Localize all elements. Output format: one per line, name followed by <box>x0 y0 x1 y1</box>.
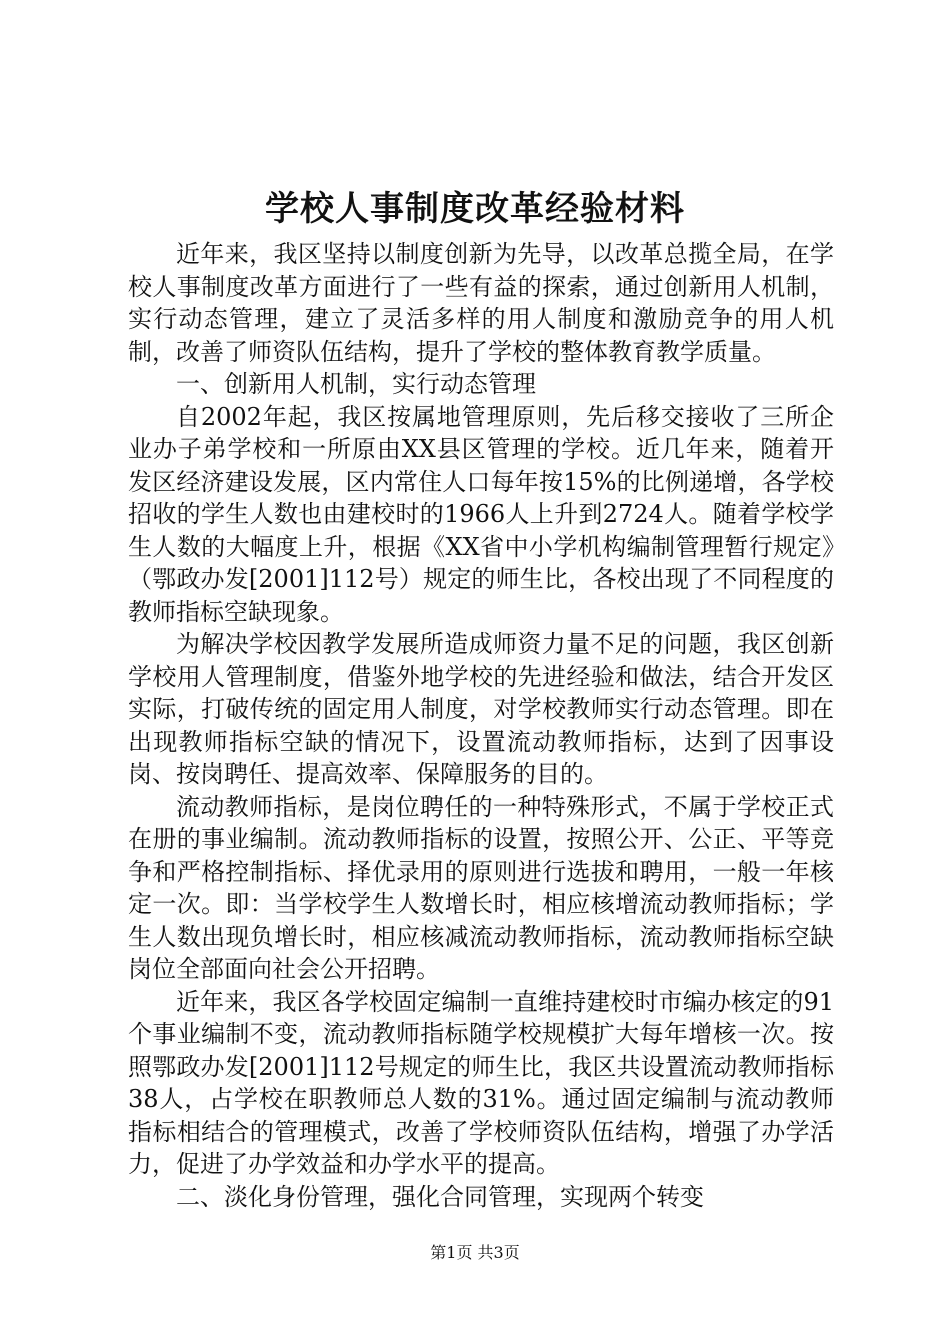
page-footer: 第1页 共3页 <box>430 1243 520 1262</box>
paragraph-results: 近年来，我区各学校固定编制一直维持建校时市编办核定的91个事业编制不变，流动教师指标随学校规模扩大每年增核一次。按照鄂政办发[2001]112号规定的师生比，我区共设置流动教师指标38人，占学校在职教师总人数的31%。通过固定编制与流动教师指标相结合的管理模式，改善了学校师资队伍结构，增强了办学活力，促进了办学效益和办学水平的提高。 <box>128 987 834 1178</box>
paragraph-solution: 为解决学校因教学发展所造成师资力量不足的问题，我区创新学校用人管理制度，借鉴外地学校的先进经验和做法，结合开发区实际，打破传统的固定用人制度，对学校教师实行动态管理。即在出现教师指标空缺的情况下，设置流动教师指标，达到了因事设岗、按岗聘任、提高效率、保障服务的目的。 <box>128 630 834 788</box>
document-title: 学校人事制度改革经验材料 <box>265 189 685 229</box>
document-body <box>128 238 834 1213</box>
paragraph-background: 自2002年起，我区按属地管理原则，先后移交接收了三所企业办子弟学校和一所原由XX县区管理的学校。近几年来，随着开发区经济建设发展，区内常住人口每年按15%的比例递增，各学校招收的学生人数也由建校时的1966人上升到2724人。随着学校学生人数的大幅度上升，根据《XX省中小学机构编制管理暂行规定》（鄂政办发[2001]112号）规定的师生比，各校出现了不同程度的教师指标空缺现象。 <box>128 402 834 626</box>
section-heading-1: 一、创新用人机制，实行动态管理 <box>176 370 536 398</box>
section-heading-2: 二、淡化身份管理，强化合同管理，实现两个转变 <box>176 1182 704 1211</box>
paragraph-intro: 近年来，我区坚持以制度创新为先导，以改革总揽全局，在学校人事制度改革方面进行了一些有益的探索，通过创新用人机制，实行动态管理，建立了灵活多样的用人制度和激励竞争的用人机制，改善了师资队伍结构，提升了学校的整体教育教学质量。 <box>128 240 834 366</box>
paragraph-definition: 流动教师指标，是岗位聘任的一种特殊形式，不属于学校正式在册的事业编制。流动教师指标的设置，按照公开、公正、平等竞争和严格控制指标、择优录用的原则进行选拔和聘用，一般一年核定一次。即：当学校学生人数增长时，相应核增流动教师指标；学生人数出现负增长时，相应核减流动教师指标，流动教师指标空缺岗位全部面向社会公开招聘。 <box>128 792 834 983</box>
